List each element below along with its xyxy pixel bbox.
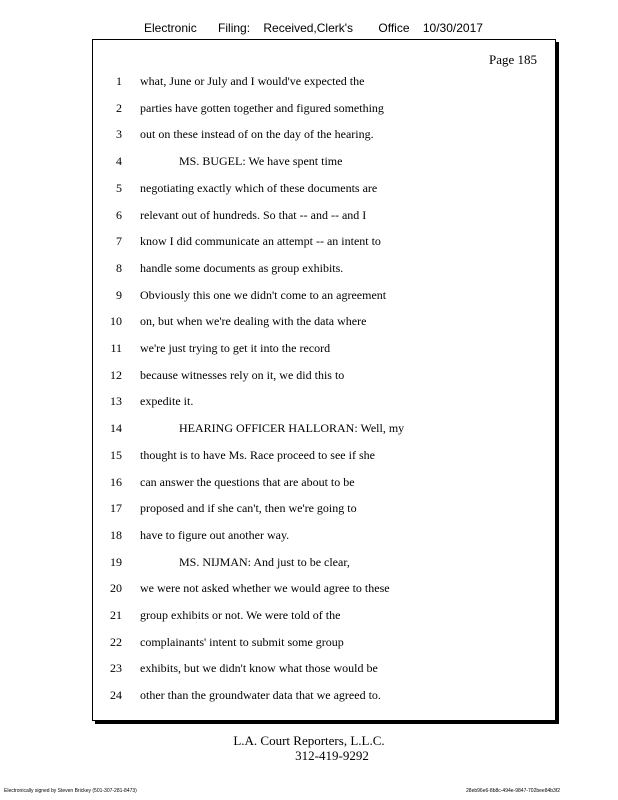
line-text: MS. NIJMAN: And just to be clear, — [179, 554, 350, 569]
transcript-page — [92, 39, 556, 721]
line-number: 24 — [110, 688, 122, 703]
line-text: complainants' intent to submit some group — [140, 634, 344, 649]
filing-header — [144, 21, 483, 35]
line-text: negotiating exactly which of these documents are — [140, 180, 378, 195]
line-number: 2 — [116, 100, 122, 115]
line-number: 12 — [110, 367, 122, 382]
transcript-line — [93, 74, 553, 94]
line-text: other than the groundwater data that we agreed to. — [140, 688, 381, 703]
line-text: proposed and if she can't, then we're going to — [140, 501, 357, 516]
line-text: out on these instead of on the day of the hearing. — [140, 127, 374, 142]
transcript-line — [93, 501, 553, 521]
transcript-line — [93, 181, 553, 201]
transcript-line — [93, 635, 553, 655]
line-text: Obviously this one we didn't come to an agreement — [140, 287, 387, 302]
transcript-line — [93, 528, 553, 548]
line-number: 22 — [110, 634, 122, 649]
line-text: group exhibits or not. We were told of the — [140, 608, 341, 622]
line-number: 20 — [110, 581, 122, 596]
filing-header-electronic: Electronic — [144, 21, 197, 35]
transcript-line — [93, 208, 553, 228]
transcript-line — [93, 314, 553, 334]
line-text: relevant out of hundreds. So that -- and -- and I — [140, 207, 367, 222]
line-number: 10 — [110, 314, 122, 329]
transcript-line — [93, 608, 553, 628]
line-number: 14 — [110, 421, 122, 436]
line-text: we were not asked whether we would agree to these — [140, 581, 390, 596]
line-text: thought is to have Ms. Race proceed to see if she — [140, 447, 375, 462]
transcript-line — [93, 448, 553, 468]
line-text: parties have gotten together and figured something — [140, 100, 384, 115]
line-number: 6 — [116, 207, 122, 222]
line-number: 11 — [110, 341, 122, 355]
transcript-line — [93, 394, 553, 414]
line-number: 17 — [110, 501, 122, 516]
page-number: Page 185 — [488, 52, 537, 67]
line-number: 15 — [110, 447, 122, 462]
line-text: on, but when we're dealing with the data where — [140, 314, 367, 329]
line-number: 18 — [110, 527, 122, 542]
line-number: 16 — [110, 474, 122, 489]
line-text: MS. BUGEL: We have spent time — [179, 154, 343, 169]
line-number: 4 — [116, 154, 122, 169]
transcript-line — [93, 154, 553, 174]
transcript-line — [93, 101, 553, 121]
line-number: 9 — [116, 287, 122, 302]
document-id: 28eb96e6-8b8c-494e-9847-702bee84b3f2 — [466, 788, 560, 794]
transcript-line — [93, 288, 553, 308]
line-number: 21 — [110, 608, 122, 622]
line-text: know I did communicate an attempt -- an intent to — [140, 234, 381, 249]
transcript-line — [93, 421, 553, 441]
transcript-line — [93, 341, 553, 361]
filing-header-office: Office — [378, 21, 410, 35]
court-reporter-footer — [0, 733, 618, 763]
line-text: can answer the questions that are about to be — [140, 474, 355, 489]
line-text: what, June or July and I would've expected the — [140, 74, 365, 88]
line-number: 13 — [110, 394, 122, 409]
transcript-line — [93, 555, 553, 575]
transcript-line — [93, 581, 553, 601]
line-text: expedite it. — [140, 394, 194, 409]
transcript-line — [93, 127, 553, 147]
line-text: handle some documents as group exhibits. — [140, 260, 344, 275]
transcript-line — [93, 475, 553, 495]
line-number: 1 — [116, 74, 122, 88]
line-text: have to figure out another way. — [140, 527, 290, 542]
line-number: 7 — [116, 234, 122, 249]
filing-header-received: Received,Clerk's — [263, 21, 354, 35]
reporter-phone: 312-419-9292 — [295, 748, 369, 763]
transcript-line — [93, 661, 553, 681]
line-number: 23 — [110, 661, 122, 676]
line-text: we're just trying to get it into the record — [140, 341, 331, 355]
reporter-name: L.A. Court Reporters, L.L.C. — [233, 733, 385, 748]
electronic-signature: Electronically signed by Steven Brickey (501-307-281-8473) — [4, 788, 137, 794]
line-text: because witnesses rely on it, we did this to — [140, 367, 345, 382]
line-number: 5 — [116, 180, 122, 195]
transcript-line — [93, 234, 553, 254]
transcript-line — [93, 261, 553, 281]
line-number: 3 — [116, 127, 122, 142]
line-number: 8 — [116, 260, 122, 275]
transcript-line — [93, 688, 553, 708]
line-number: 19 — [110, 554, 122, 569]
filing-header-date: 10/30/2017 — [422, 21, 483, 35]
transcript-line — [93, 368, 553, 388]
line-text: exhibits, but we didn't know what those would be — [140, 661, 378, 676]
filing-header-filing: Filing: — [218, 21, 251, 35]
line-text: HEARING OFFICER HALLORAN: Well, my — [179, 421, 405, 436]
